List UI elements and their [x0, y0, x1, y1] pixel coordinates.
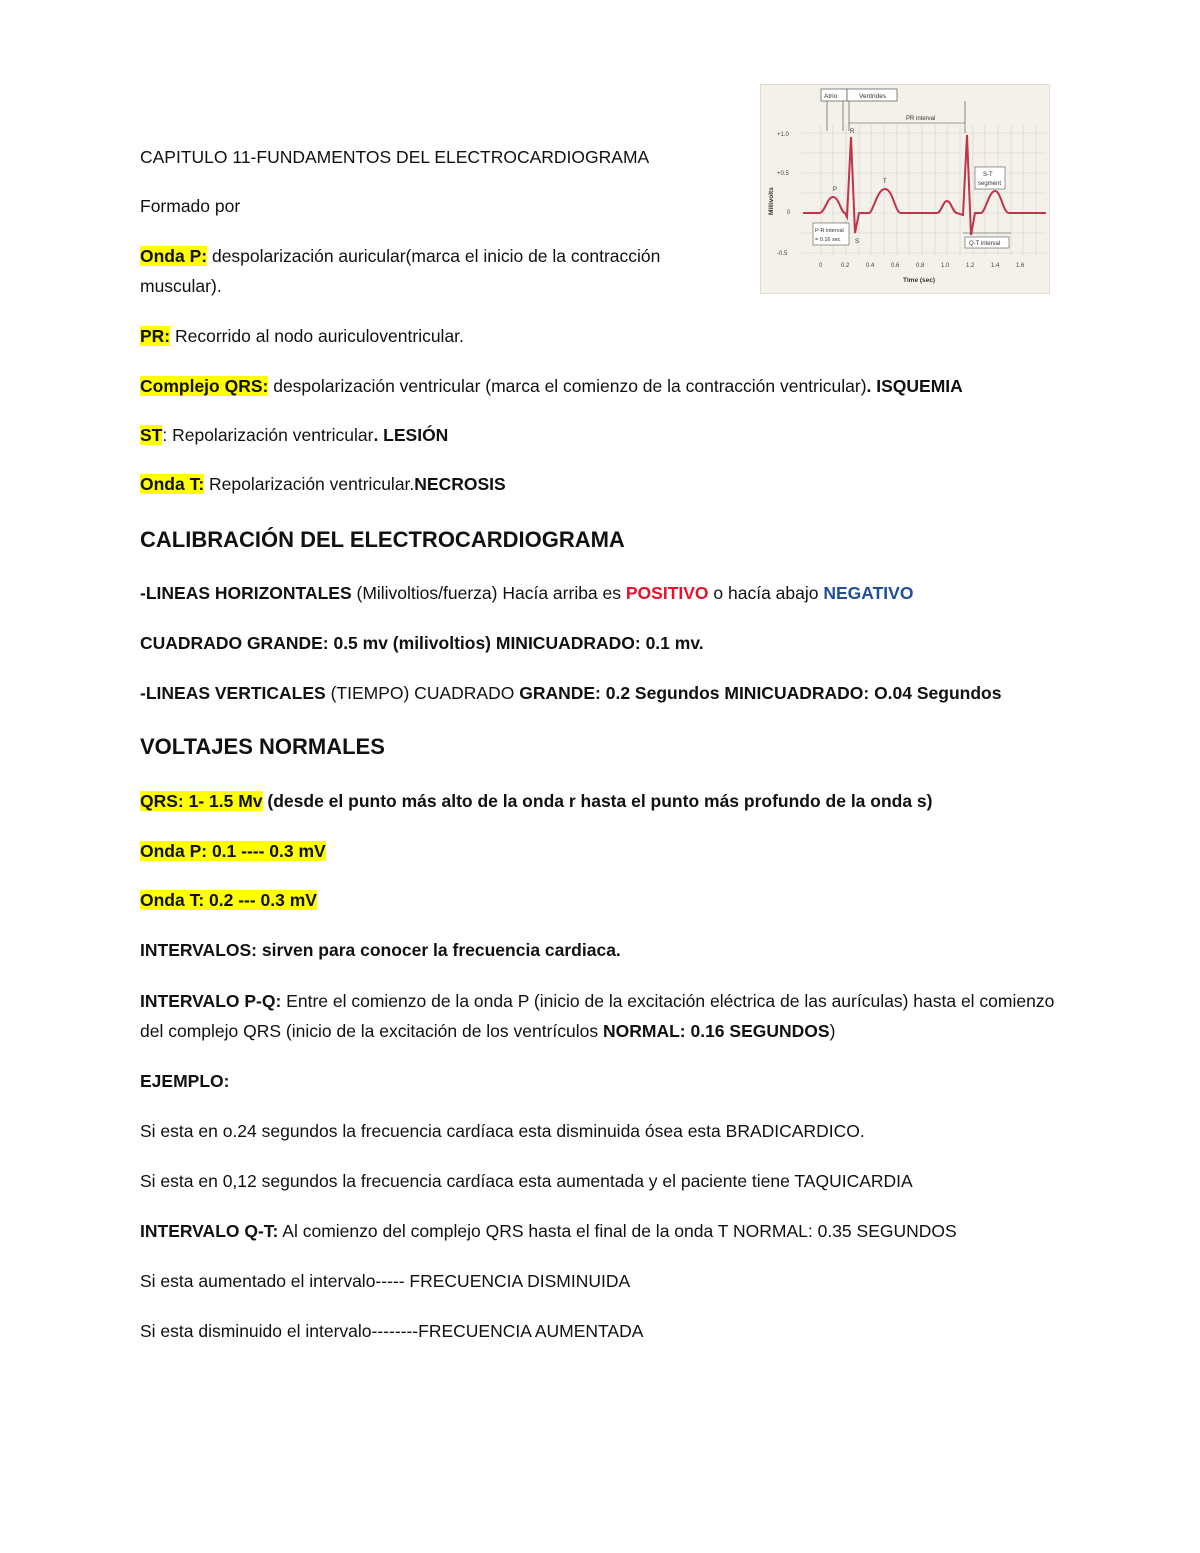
- ecg-wave-label-s: S: [855, 239, 860, 245]
- qrs-paragraph: [140, 371, 1070, 401]
- ecg-top-label-ventrides: Ventrides: [859, 93, 887, 100]
- ecg-x-tick: 1.4: [991, 263, 1000, 269]
- intervalo-pq-normal: NORMAL: 0.16 SEGUNDOS: [603, 1021, 830, 1041]
- onda-t-tag: NECROSIS: [414, 474, 506, 494]
- qrs-text: despolarización ventricular (marca el comienzo de la contracción ventricular): [268, 376, 867, 396]
- qrs-label: Complejo QRS:: [140, 376, 269, 396]
- aumentado-line: Si esta aumentado el intervalo----- FRECUENCIA DISMINUIDA: [140, 1271, 631, 1291]
- ecg-pr-note: P-R interval: [815, 228, 844, 234]
- onda-p-text: despolarización auricular(marca el inicio de la contracción muscular).: [140, 246, 661, 296]
- qrs-voltage-paragraph: [140, 786, 1070, 816]
- qrs-voltage-label: QRS: 1- 1.5 Mv: [140, 791, 263, 811]
- ecg-x-tick: 0.4: [866, 263, 875, 269]
- intervalo-pq-text: Entre el comienzo de la onda P (inicio de la excitación eléctrica de las aurículas) hasta el comienzo del complejo QRS (inicio de la excitación de los ventrículos: [140, 991, 1055, 1041]
- qrs-tag: . ISQUEMIA: [866, 376, 963, 396]
- negativo-label: NEGATIVO: [823, 583, 914, 603]
- onda-t-label: Onda T:: [140, 474, 205, 494]
- pr-text: Recorrido al nodo auriculoventricular.: [170, 326, 464, 346]
- ecg-x-tick: 0.2: [841, 263, 850, 269]
- positivo-label: POSITIVO: [625, 583, 709, 603]
- ecg-y-tick: -0.5: [777, 251, 788, 257]
- ejemplo-heading: EJEMPLO:: [140, 1071, 230, 1091]
- ecg-figure: [760, 84, 1050, 294]
- document-title: CAPITULO 11-FUNDAMENTOS DEL ELECTROCARDIOGRAMA: [140, 147, 650, 167]
- st-text: : Repolarización ventricular: [162, 425, 374, 445]
- ecg-y-tick: +1.0: [777, 132, 789, 138]
- vertical-lines-paragraph: [140, 678, 1070, 708]
- ejemplo-line-1: Si esta en o.24 segundos la frecuencia cardíaca esta disminuida ósea esta BRADICARDICO.: [140, 1121, 865, 1141]
- voltajes-heading: VOLTAJES NORMALES: [140, 734, 385, 759]
- st-paragraph: [140, 420, 1070, 450]
- calibracion-heading: CALIBRACIÓN DEL ELECTROCARDIOGRAMA: [140, 527, 625, 552]
- st-label: ST: [140, 425, 163, 445]
- horizontal-lines-paragraph: [140, 578, 1070, 608]
- ecg-st-label: segment: [978, 181, 1002, 187]
- onda-t-voltage: Onda T: 0.2 --- 0.3 mV: [140, 890, 317, 910]
- ecg-x-tick: 0: [819, 263, 823, 269]
- horizontal-lines-label: -LINEAS HORIZONTALES: [140, 583, 352, 603]
- disminuido-line: Si esta disminuido el intervalo--------FRECUENCIA AUMENTADA: [140, 1321, 644, 1341]
- ecg-wave-label-p: P: [833, 187, 838, 193]
- ecg-x-tick: 0.8: [916, 263, 925, 269]
- ecg-qt-label: Q-T interval: [969, 241, 1001, 247]
- vertical-lines-text: (TIEMPO) CUADRADO: [325, 683, 520, 703]
- pr-paragraph: [140, 321, 1070, 351]
- qrs-voltage-text: (desde el punto más alto de la onda r hasta el punto más profundo de la onda s): [262, 791, 933, 811]
- onda-p-voltage-paragraph: [140, 836, 1070, 866]
- ecg-x-label: Time (sec): [903, 277, 936, 284]
- ecg-x-tick: 1.6: [1016, 263, 1025, 269]
- intervalo-qt-label: INTERVALO Q-T:: [140, 1221, 279, 1241]
- ecg-x-tick: 1.0: [941, 263, 950, 269]
- ecg-wave-label-r: R: [850, 129, 855, 135]
- ecg-y-tick: 0: [787, 210, 791, 216]
- onda-p-paragraph: [140, 241, 740, 301]
- intervalo-pq-paragraph: [140, 986, 1065, 1046]
- ecg-st-label: S-T: [983, 172, 993, 178]
- onda-p-voltage: Onda P: 0.1 ---- 0.3 mV: [140, 841, 326, 861]
- ecg-y-label: Millivolts: [768, 187, 775, 215]
- ecg-wave-label-t: T: [883, 179, 887, 185]
- onda-t-paragraph: [140, 469, 1070, 499]
- ecg-x-tick: 1.2: [966, 263, 975, 269]
- intervalo-qt-text: Al comienzo del complejo QRS hasta el final de la onda T NORMAL: 0.35 SEGUNDOS: [278, 1221, 957, 1241]
- intervalo-pq-close: ): [829, 1021, 836, 1041]
- pr-label: PR:: [140, 326, 171, 346]
- intro-text: Formado por: [140, 196, 241, 216]
- st-tag: . LESIÓN: [373, 425, 449, 445]
- onda-p-label: Onda P:: [140, 246, 208, 266]
- vertical-lines-tail: GRANDE: 0.2 Segundos MINICUADRADO: O.04 Segundos: [519, 683, 1002, 703]
- cuadrado-paragraph: CUADRADO GRANDE: 0.5 mv (milivoltios) MINICUADRADO: 0.1 mv.: [140, 633, 704, 653]
- onda-t-text: Repolarización ventricular.: [204, 474, 415, 494]
- ecg-x-tick: 0.6: [891, 263, 900, 269]
- horizontal-lines-text: (Milivoltios/fuerza) Hacía arriba es: [351, 583, 626, 603]
- ecg-pr-note: = 0.16 sec: [815, 237, 841, 243]
- onda-t-voltage-paragraph: [140, 885, 1070, 915]
- ecg-pr-interval-label: PR interval: [906, 116, 936, 122]
- ecg-diagram: [761, 85, 1049, 293]
- ecg-top-label-atrio: Atrio: [824, 93, 838, 100]
- ecg-y-tick: +0.5: [777, 171, 789, 177]
- intervalo-qt-paragraph: [140, 1216, 1070, 1246]
- intervalos-paragraph: INTERVALOS: sirven para conocer la frecuencia cardiaca.: [140, 940, 621, 960]
- vertical-lines-label: -LINEAS VERTICALES: [140, 683, 326, 703]
- horizontal-lines-mid: o hacía abajo: [708, 583, 824, 603]
- intervalo-pq-label: INTERVALO P-Q:: [140, 991, 282, 1011]
- ejemplo-line-2: Si esta en 0,12 segundos la frecuencia cardíaca esta aumentada y el paciente tiene TAQUICARDIA: [140, 1171, 913, 1191]
